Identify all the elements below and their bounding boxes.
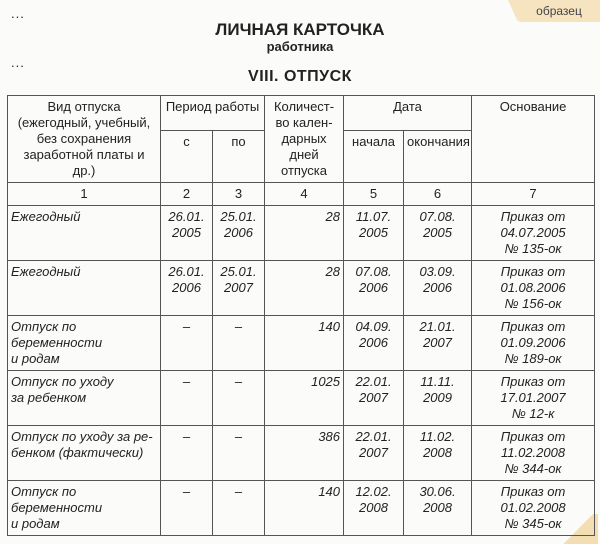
column-number: 3 — [213, 183, 265, 206]
cell-period-from-line: – — [182, 429, 191, 444]
cell-basis-line: Приказ от — [500, 209, 566, 224]
cell-period-to — [213, 206, 265, 261]
cell-period-to-line: – — [234, 484, 243, 499]
cell-days — [265, 206, 344, 261]
column-number: 7 — [472, 183, 595, 206]
cell-basis-line: Приказ от — [500, 374, 566, 389]
cell-period-from-line: – — [182, 374, 191, 389]
cell-date-end-line: 2005 — [423, 225, 452, 240]
table-row — [8, 206, 595, 261]
cell-vacation-type-line: Ежегодный — [11, 264, 81, 279]
cell-basis — [472, 316, 595, 371]
column-number-row — [8, 183, 595, 206]
cell-basis-line: № 12-к — [511, 406, 555, 421]
header-period: Период работы — [161, 96, 265, 131]
cell-basis-line: № 189-ок — [504, 351, 562, 366]
cell-vacation-type-line: за ребенком — [11, 390, 87, 405]
cell-basis-line: № 156-ок — [504, 296, 562, 311]
ellipsis-mid: ... — [11, 55, 25, 70]
cell-date-end-line: 2009 — [423, 390, 452, 405]
cell-date-start-line: 2008 — [359, 500, 388, 515]
header-basis: Основание — [472, 96, 595, 183]
cell-vacation-type — [8, 206, 161, 261]
cell-date-end — [404, 371, 472, 426]
cell-period-to — [213, 261, 265, 316]
cell-date-end — [404, 481, 472, 536]
cell-period-from-line: 2005 — [172, 225, 201, 240]
cell-date-start-line: 2005 — [359, 225, 388, 240]
column-number: 5 — [344, 183, 404, 206]
cell-vacation-type-line: Отпуск по беременности — [11, 319, 103, 350]
card-title: ЛИЧНАЯ КАРТОЧКА — [215, 20, 385, 39]
column-number: 2 — [161, 183, 213, 206]
cell-vacation-type — [8, 426, 161, 481]
header-date: Дата — [344, 96, 472, 131]
cell-days — [265, 426, 344, 481]
cell-vacation-type — [8, 261, 161, 316]
vacation-table — [7, 95, 595, 536]
cell-days-value: 28 — [325, 264, 341, 279]
cell-days — [265, 316, 344, 371]
cell-period-to-line: – — [234, 429, 243, 444]
cell-date-start-line: 11.07. — [355, 209, 392, 224]
cell-date-start-line: 12.02. — [355, 484, 392, 499]
cell-period-from — [161, 481, 213, 536]
cell-period-to — [213, 371, 265, 426]
cell-date-end-line: 03.09. — [419, 264, 456, 279]
column-number: 4 — [265, 183, 344, 206]
cell-basis — [472, 206, 595, 261]
cell-period-from-line: – — [182, 484, 191, 499]
cell-basis — [472, 371, 595, 426]
cell-days — [265, 481, 344, 536]
cell-vacation-type-line: Ежегодный — [11, 209, 81, 224]
cell-basis-line: № 344-ок — [504, 461, 562, 476]
cell-days-value: 140 — [318, 319, 341, 334]
cell-days-value: 386 — [318, 429, 341, 444]
cell-vacation-type-line: и родам — [11, 351, 60, 366]
cell-days-value: 140 — [318, 484, 341, 499]
cell-period-from — [161, 261, 213, 316]
ellipsis-top: ... — [11, 6, 25, 21]
cell-basis-line: № 135-ок — [504, 241, 562, 256]
cell-period-from — [161, 426, 213, 481]
cell-vacation-type-line: Отпуск по уходу за ре- — [11, 429, 153, 444]
cell-basis — [472, 261, 595, 316]
cell-period-to — [213, 426, 265, 481]
cell-vacation-type-line: Отпуск по беременности — [11, 484, 103, 515]
header-period-from: с — [161, 130, 213, 182]
cell-period-to — [213, 316, 265, 371]
cell-date-start-line: 2006 — [359, 335, 388, 350]
cell-date-end-line: 2006 — [423, 280, 452, 295]
cell-days-value: 1025 — [311, 374, 341, 389]
cell-date-start — [344, 261, 404, 316]
sample-badge: образец — [518, 0, 600, 22]
cell-basis-line: 11.02.2008 — [500, 445, 566, 460]
cell-basis-line: 17.01.2007 — [500, 390, 566, 405]
cell-basis-line: № 345-ок — [504, 516, 562, 531]
cell-vacation-type — [8, 316, 161, 371]
cell-date-start-line: 2007 — [359, 390, 388, 405]
cell-basis-line: 01.08.2006 — [500, 280, 566, 295]
cell-vacation-type — [8, 371, 161, 426]
cell-date-end-line: 2007 — [423, 335, 452, 350]
cell-date-start — [344, 426, 404, 481]
cell-date-end-line: 11.11. — [420, 374, 455, 389]
cell-period-from — [161, 371, 213, 426]
cell-basis — [472, 426, 595, 481]
cell-vacation-type-line: и родам — [11, 516, 60, 531]
header-days: Количест-во кален-дарных дней отпуска — [265, 96, 344, 183]
cell-period-to-line: 25.01. — [220, 264, 257, 279]
cell-period-to-line: 2007 — [224, 280, 253, 295]
table-row — [8, 261, 595, 316]
cell-date-end — [404, 426, 472, 481]
cell-basis-line: Приказ от — [500, 429, 566, 444]
table-row — [8, 426, 595, 481]
cell-date-start-line: 2007 — [359, 445, 388, 460]
column-number: 6 — [404, 183, 472, 206]
cell-vacation-type — [8, 481, 161, 536]
column-number: 1 — [8, 183, 161, 206]
cell-date-start-line: 22.01. — [355, 374, 392, 389]
cell-period-from-line: 2006 — [172, 280, 201, 295]
cell-period-from — [161, 316, 213, 371]
cell-date-end — [404, 206, 472, 261]
cell-basis-line: 01.09.2006 — [500, 335, 566, 350]
cell-vacation-type-line: бенком (фактически) — [11, 445, 144, 460]
cell-date-end-line: 30.06. — [419, 484, 456, 499]
cell-basis-line: Приказ от — [500, 319, 566, 334]
cell-basis-line: 01.02.2008 — [500, 500, 566, 515]
table-row — [8, 481, 595, 536]
header-type: Вид отпуска (ежегодный, учебный, без сохранения заработной платы и др.) — [8, 96, 161, 183]
cell-date-start-line: 04.09. — [355, 319, 392, 334]
cell-date-end-line: 07.08. — [419, 209, 456, 224]
cell-vacation-type-line: Отпуск по уходу — [11, 374, 114, 389]
cell-date-start-line: 2006 — [359, 280, 388, 295]
table-row — [8, 371, 595, 426]
cell-date-end-line: 11.02. — [419, 429, 456, 444]
cell-period-to — [213, 481, 265, 536]
cell-days-value: 28 — [325, 209, 341, 224]
cell-date-start — [344, 371, 404, 426]
header-period-to: по — [213, 130, 265, 182]
cell-date-end-line: 21.01. — [419, 319, 456, 334]
cell-date-start — [344, 206, 404, 261]
cell-date-end-line: 2008 — [423, 500, 452, 515]
cell-period-from-line: 26.01. — [168, 209, 205, 224]
cell-basis-line: Приказ от — [500, 264, 566, 279]
cell-days — [265, 261, 344, 316]
cell-date-end-line: 2008 — [423, 445, 452, 460]
cell-days — [265, 371, 344, 426]
cell-period-from — [161, 206, 213, 261]
cell-period-from-line: – — [182, 319, 191, 334]
card-subtitle: работника — [266, 39, 334, 54]
cell-period-to-line: – — [234, 319, 243, 334]
cell-date-end — [404, 316, 472, 371]
cell-period-from-line: 26.01. — [168, 264, 205, 279]
cell-date-start-line: 22.01. — [355, 429, 392, 444]
header-date-end: окончания — [404, 130, 472, 182]
cell-basis — [472, 481, 595, 536]
cell-date-end — [404, 261, 472, 316]
cell-basis-line: Приказ от — [500, 484, 566, 499]
cell-period-to-line: 25.01. — [220, 209, 257, 224]
cell-date-start — [344, 316, 404, 371]
cell-period-to-line: – — [234, 374, 243, 389]
table-row — [8, 316, 595, 371]
cell-period-to-line: 2006 — [224, 225, 253, 240]
section-title: VIII. ОТПУСК — [248, 68, 352, 85]
cell-date-start — [344, 481, 404, 536]
cell-basis-line: 04.07.2005 — [500, 225, 566, 240]
cell-date-start-line: 07.08. — [355, 264, 392, 279]
header-date-start: начала — [344, 130, 404, 182]
